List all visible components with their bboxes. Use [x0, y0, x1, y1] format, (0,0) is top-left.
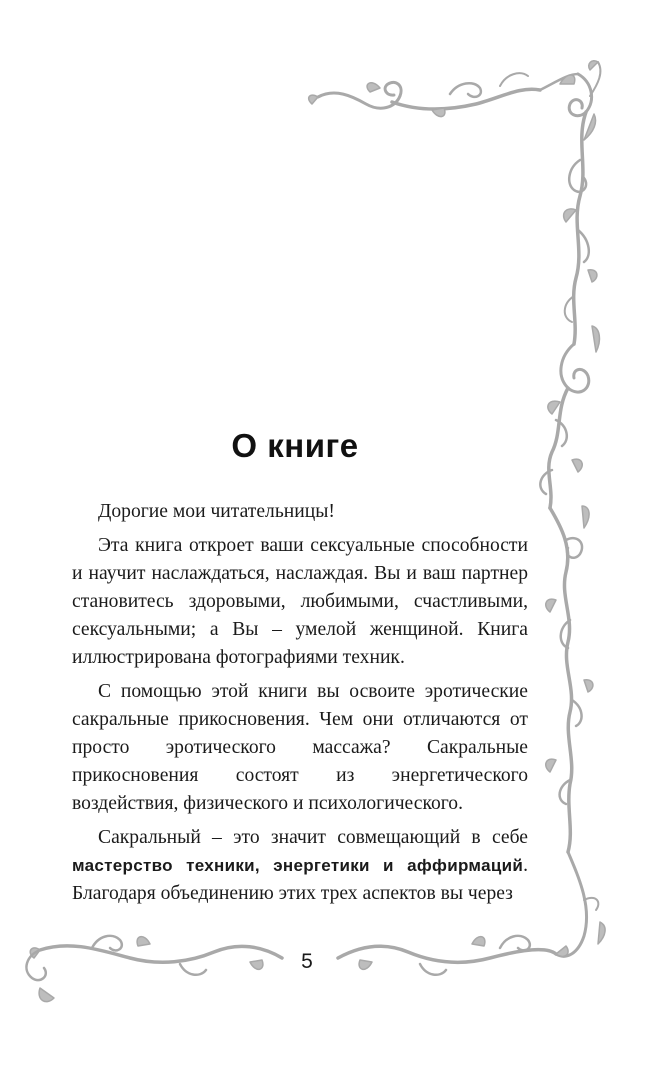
top-scroll	[318, 82, 401, 108]
paragraph-1: Эта книга откроет ваши сексуальные способности и научит наслаждаться, наслаждая. Вы и ваш партнер становитесь здоровыми, любимыми, счастливыми, сексуальными; а Вы – умелой женщиной. Книга иллюстрирована фотографиями техник.	[72, 535, 528, 668]
bottom-scroll	[40, 946, 282, 962]
paragraph-3-start: Сакральный – это значит совмещающий в себе	[98, 827, 528, 848]
paragraph-2: С помощью этой книги вы освоите эротические сакральные прикосновения. Чем они отличаются от просто эротического массажа? Сакральные прикосновения состоят из энергетического воздействия, физического и психологического.	[72, 681, 528, 814]
chapter-title: О книге	[231, 427, 359, 464]
greeting-paragraph: Дорогие мои читательницы!	[98, 501, 335, 522]
right-vine-middle	[561, 344, 589, 392]
chapter-body	[72, 498, 528, 908]
right-vine-upper	[574, 112, 586, 344]
corner-flourish-bottom	[556, 852, 587, 956]
page-number: 5	[301, 950, 313, 973]
paragraph-3	[72, 824, 528, 908]
paragraph-3-emphasis: мастерство техники, энергетики и аффирмаций	[72, 856, 524, 875]
paragraph-3-end: . Благодаря объединению этих трех аспектов вы через	[72, 855, 528, 904]
